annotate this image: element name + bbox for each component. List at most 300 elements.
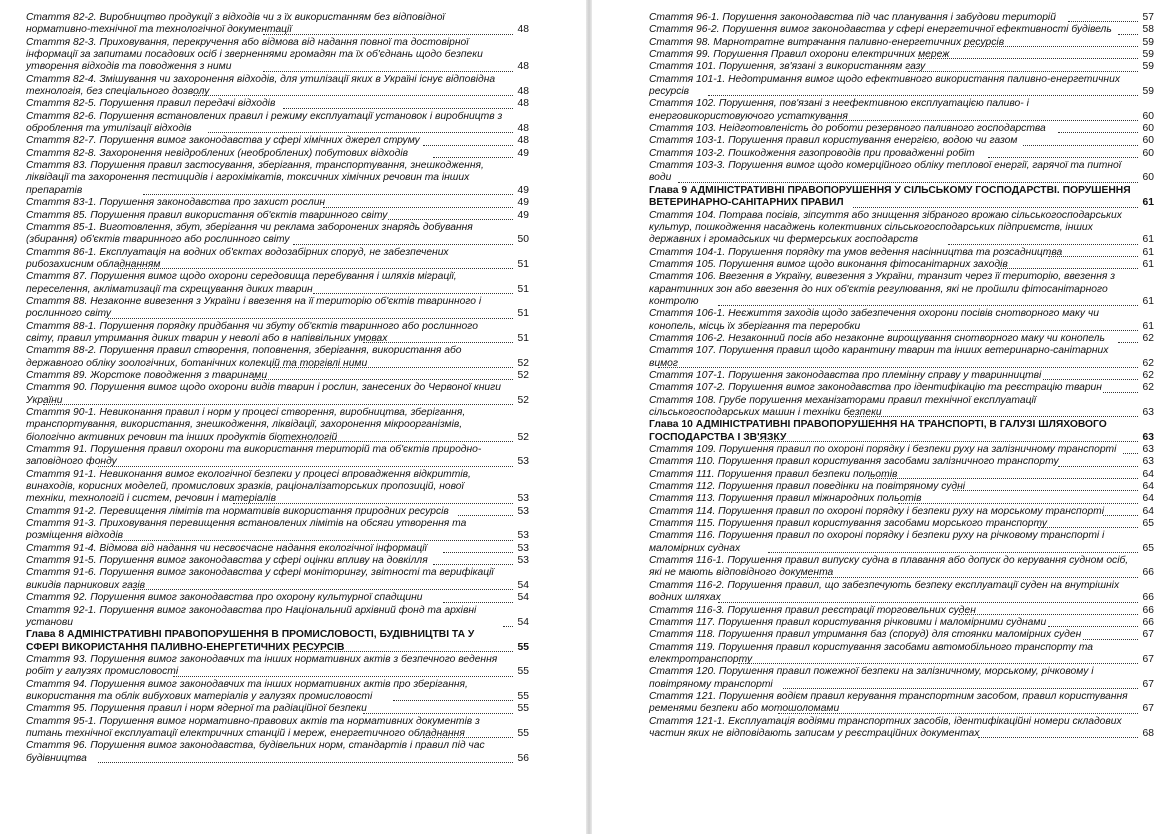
chapter-page-number: 55	[517, 641, 529, 653]
toc-entry[interactable]	[649, 135, 1154, 147]
dot-leader	[953, 490, 1138, 491]
toc-entry-title: Стаття 104-1. Порушення порядку та умов ведення насінництва та розсадництва	[649, 246, 1063, 258]
toc-entry-page-number: 61	[1142, 320, 1154, 332]
toc-entry-page-number: 55	[517, 666, 529, 678]
toc-entry[interactable]	[26, 222, 529, 247]
dot-leader	[363, 342, 513, 343]
toc-entry[interactable]	[26, 716, 529, 741]
toc-entry[interactable]	[649, 49, 1154, 61]
chapter-page-number: 61	[1142, 197, 1154, 209]
toc-entry[interactable]	[649, 716, 1154, 741]
dot-leader	[263, 34, 513, 35]
toc-entry-page-number: 53	[517, 530, 529, 542]
toc-entry-title: Стаття 99. Порушення Правил охорони електричних мереж	[649, 49, 950, 61]
toc-entry-title: Стаття 121. Порушення водієм правил керування транспортним засобом, правил користування ременями безпеки або мотошоломами	[649, 690, 1128, 715]
toc-entry[interactable]	[649, 469, 1154, 481]
toc-entry-title: Стаття 96. Порушення вимог законодавства, будівельних норм, стандартів і правил під час будівництва	[26, 740, 485, 764]
toc-entry-page-number: 64	[1142, 481, 1154, 493]
toc-entry-title: Стаття 85. Порушення правил використання об'єктів тваринного світу	[26, 209, 388, 221]
toc-entry[interactable]	[649, 691, 1154, 716]
toc-entry-page-number: 62	[1142, 332, 1154, 344]
dot-leader	[1118, 342, 1138, 343]
dot-leader	[758, 441, 1138, 442]
chapter-label: Глава 8	[26, 629, 65, 641]
dot-leader	[1068, 21, 1138, 22]
dot-leader	[1058, 132, 1138, 133]
dot-leader	[948, 244, 1138, 245]
toc-entry-title: Стаття 83. Порушення правил застосування, зберігання, транспортування, знешкодження, ліквідації та захоронення пестицидів і агрохімікатів, токсичних хімічних речовин та інших препаратів	[26, 160, 484, 196]
toc-entry[interactable]	[26, 74, 529, 99]
toc-entry-title: Стаття 116. Порушення правил по охороні порядку і безпеки руху на річковому транспорті і маломірних суднах	[649, 530, 1105, 554]
toc-entry-page-number: 62	[1142, 382, 1154, 394]
toc-entry-page-number: 56	[517, 752, 529, 764]
toc-entry-page-number: 48	[517, 86, 529, 98]
chapter-page-number: 63	[1142, 431, 1154, 443]
toc-entry[interactable]	[649, 12, 1154, 24]
dot-leader	[1038, 527, 1138, 528]
toc-entry-page-number: 68	[1142, 727, 1154, 739]
toc-entry[interactable]	[649, 580, 1154, 605]
toc-entry-title: Стаття 83-1. Порушення законодавства про захист рослин	[26, 197, 326, 209]
toc-entry-title: Стаття 106-1. Неєжиття заходів щодо забезпечення охорони посівів снотворного маку чи конопель, місць їх зберігання та переробки	[649, 308, 1099, 332]
toc-entry-page-number: 52	[517, 357, 529, 369]
dot-leader	[283, 108, 513, 109]
toc-entry-title: Стаття 82-3. Приховування, перекручення або відмова від надання повної та достовірної інформації за запитами посадових осіб і зверненнями громадян та їх об'єднань щодо безпеки утворення відходів та поводження з ними	[26, 36, 483, 73]
toc-entry[interactable]	[26, 407, 529, 444]
toc-entry-page-number: 54	[517, 616, 529, 628]
dot-leader	[98, 762, 513, 763]
toc-entry-page-number: 53	[517, 456, 529, 468]
toc-entry-title: Стаття 82-6. Порушення встановлених правил і режиму експлуатації установок і виробництв з оброблення та утилізації відходів	[26, 110, 503, 135]
toc-entry[interactable]	[26, 148, 529, 160]
toc-entry-title: Стаття 92. Порушення вимог законодавства про охорону культурної спадщини	[26, 592, 423, 604]
toc-entry-title: Стаття 103-2. Пошкодження газопроводів при провадженні робіт	[649, 147, 975, 159]
dot-leader	[443, 552, 513, 553]
page-gutter	[586, 0, 592, 834]
dot-leader	[363, 713, 513, 714]
toc-entry-page-number: 54	[517, 579, 529, 591]
dot-leader	[388, 219, 513, 220]
toc-entry-title: Стаття 102. Порушення, пов'язані з неефективною експлуатацією паливо- і енерговикористовуючого устаткування	[649, 98, 1029, 122]
toc-entry-title: Стаття 93. Порушення вимог законодавчих та інших нормативних актів з безпечного ведення робіт у галузях промисловості	[26, 653, 498, 678]
toc-entry-page-number: 49	[517, 184, 529, 196]
dot-leader	[423, 737, 513, 738]
dot-leader	[503, 626, 513, 627]
toc-entry-title: Стаття 120. Порушення правил пожежної безпеки на залізничному, морському, річковому і повітряному транспорті	[649, 666, 1094, 690]
toc-entry-title: Стаття 90. Порушення вимог щодо охорони видів тварин і рослин, занесених до Червоної книги України	[26, 382, 501, 406]
toc-entry-page-number: 61	[1142, 258, 1154, 270]
dot-leader	[393, 700, 513, 701]
toc-entry-title: Стаття 106-2. Незаконний посів або незаконне вирощування снотворного маку чи конопель	[649, 332, 1105, 344]
toc-entry-title: Стаття 91-2. Перевищення лімітів та нормативів використання природних ресурсів	[26, 505, 449, 517]
toc-entry-page-number: 65	[1142, 542, 1154, 554]
dot-leader	[1048, 626, 1138, 627]
toc-entry[interactable]	[649, 160, 1154, 185]
toc-entry[interactable]	[26, 654, 529, 679]
toc-entry-page-number: 60	[1142, 123, 1154, 135]
toc-entry[interactable]	[649, 370, 1154, 382]
dot-leader	[133, 589, 513, 590]
toc-entry-page-number: 60	[1142, 110, 1154, 122]
toc-entry[interactable]	[649, 395, 1154, 420]
toc-entry-page-number: 66	[1142, 567, 1154, 579]
toc-entry[interactable]	[26, 197, 529, 209]
toc-entry[interactable]	[649, 444, 1154, 456]
dot-leader	[43, 404, 513, 405]
toc-entry[interactable]	[649, 333, 1154, 345]
toc-entry[interactable]	[26, 370, 529, 382]
dot-leader	[233, 503, 513, 504]
toc-entry-page-number: 66	[1142, 616, 1154, 628]
toc-entry[interactable]	[26, 740, 529, 765]
toc-entry-page-number: 59	[1142, 49, 1154, 61]
toc-entry-page-number: 60	[1142, 135, 1154, 147]
toc-entry-title: Стаття 87. Порушення вимог щодо охорони середовища перебування і шляхів міграції, переселення, акліматизації та схрещування диких тварин	[26, 271, 457, 295]
toc-entry-page-number: 61	[1142, 295, 1154, 307]
chapter-label: Глава 10	[649, 419, 693, 431]
toc-entry[interactable]	[649, 530, 1154, 555]
toc-entry-page-number: 64	[1142, 505, 1154, 517]
toc-entry[interactable]	[649, 617, 1154, 629]
toc-entry-title: Стаття 113. Порушення правил міжнародних польотів	[649, 493, 922, 505]
toc-entry[interactable]	[649, 518, 1154, 530]
toc-entry-title: Стаття 91-5. Порушення вимог законодавства у сфері оцінки впливу на довкілля	[26, 555, 428, 567]
toc-entry-page-number: 67	[1142, 678, 1154, 690]
toc-entry[interactable]	[649, 24, 1154, 36]
toc-entry-page-number: 63	[1142, 407, 1154, 418]
toc-entry-title: Стаття 89. Жорстоке поводження з тваринами	[26, 369, 268, 381]
toc-entry-title: Стаття 109. Порушення правил по охороні порядку і безпеки руху на залізничному транспорті	[649, 444, 1117, 456]
toc-entry-page-number: 48	[517, 135, 529, 147]
toc-entry[interactable]	[649, 382, 1154, 394]
toc-entry-page-number: 58	[1142, 24, 1154, 36]
toc-entry-title: Стаття 91-6. Порушення вимог законодавства у сфері моніторингу, звітності та верифікації викидів парникових газів	[26, 567, 494, 591]
toc-entry[interactable]	[26, 592, 529, 604]
toc-entry-title: Стаття 104. Потрава посівів, зіпсуття або знищення зібраного врожаю сільськогосподарських культур, пошкодження насаджень колективних сільськогосподарських підприємств, інших державних і громадських чи фермерських господарств	[649, 209, 1122, 246]
toc-entry-title: Стаття 107-1. Порушення законодавства про племінну справу у тваринництві	[649, 369, 1042, 381]
toc-entry-page-number: 53	[517, 505, 529, 517]
toc-entry-page-number: 64	[1142, 493, 1154, 505]
dot-leader	[798, 577, 1138, 578]
dot-leader	[293, 244, 513, 245]
dot-leader	[173, 676, 513, 677]
toc-entry[interactable]	[649, 61, 1154, 73]
dot-leader	[1103, 392, 1138, 393]
toc-entry-title: Стаття 98. Марнотратне витрачання паливно-енергетичних ресурсів	[649, 36, 1005, 48]
dot-leader	[718, 305, 1138, 306]
toc-entry-page-number: 51	[517, 308, 529, 320]
toc-entry-title: Стаття 119. Порушення правил користування засобами автомобільного транспорту та електротранспорту	[649, 641, 1094, 665]
toc-entry-page-number: 60	[1142, 147, 1154, 159]
toc-entry-title: Стаття 88. Незаконне вивезення з України і ввезення на її територію об'єктів тваринного і рослинного світу	[26, 295, 482, 320]
dot-leader	[323, 207, 513, 208]
toc-entry[interactable]	[26, 111, 529, 136]
dot-leader	[868, 478, 1138, 479]
dot-leader	[1103, 515, 1138, 516]
toc-entry-title: Стаття 82-5. Порушення правил передачі відходів	[26, 98, 276, 110]
toc-entry[interactable]	[26, 382, 529, 407]
toc-entry-title: Стаття 105. Порушення вимог щодо виконання фітосанітарних заходів	[649, 258, 1008, 270]
toc-entry-title: Стаття 107. Порушення правил щодо карантину тварин та інших ветеринарно-санітарних вимог	[649, 345, 1109, 369]
dot-leader	[118, 268, 513, 269]
toc-entry-title: Стаття 88-1. Порушення порядку придбання чи збуту об'єктів тваринного або рослинного світу, правил утримання диких тварин у неволі або в напіввільних умовах	[26, 320, 478, 344]
toc-entry-page-number: 53	[517, 493, 529, 505]
toc-entry-page-number: 59	[1142, 86, 1154, 98]
toc-entry[interactable]	[26, 210, 529, 222]
toc-entry-title: Стаття 103. Неідготовленість до роботи резервного паливного господарства	[649, 123, 1046, 135]
toc-entry-title: Стаття 108. Грубе порушення механізаторами правил технічної експлуатації сільськогосподарських машин і техніки безпеки	[649, 394, 1037, 418]
toc-entry[interactable]	[649, 123, 1154, 135]
toc-entry-title: Стаття 96-2. Порушення вимог законодавства у сфері енергетичної ефективності будівель	[649, 24, 1112, 36]
toc-entry-page-number: 65	[1142, 518, 1154, 530]
toc-entry-page-number: 49	[517, 197, 529, 209]
toc-entry[interactable]	[649, 210, 1154, 247]
toc-entry-title: Стаття 101. Порушення, зв'язані з використанням газу	[649, 61, 926, 73]
toc-entry-title: Стаття 118. Порушення правил утримання баз (споруд) для стоянки маломірних суден	[649, 629, 1082, 641]
toc-entry-title: Стаття 103-1. Порушення правил користування енергією, водою чи газом	[649, 135, 1018, 147]
toc-entry-title: Стаття 82-4. Змішування чи захоронення відходів, для утилізації яких в Україні існує відповідна технологія, без спеціального дозволу	[26, 73, 496, 98]
toc-entry[interactable]	[26, 321, 529, 346]
dot-leader	[1023, 145, 1138, 146]
dot-leader	[1043, 379, 1138, 380]
toc-entry-page-number: 52	[517, 394, 529, 406]
toc-entry[interactable]	[649, 605, 1154, 617]
toc-entry[interactable]	[649, 666, 1154, 691]
dot-leader	[778, 713, 1138, 714]
toc-entry[interactable]	[649, 481, 1154, 493]
toc-entry-page-number: 51	[517, 258, 529, 270]
dot-leader	[988, 157, 1138, 158]
dot-leader	[918, 58, 1138, 59]
toc-entry[interactable]	[26, 98, 529, 110]
toc-entry-title: Стаття 96-1. Порушення законодавства під час планування і забудови територій	[649, 12, 1056, 23]
dot-leader	[293, 651, 513, 652]
dot-leader	[143, 194, 513, 195]
toc-entry-page-number: 61	[1142, 246, 1154, 258]
toc-entry-title: Стаття 121-1. Експлуатація водіями транспортних засобів, ідентифікаційні номери складових частин яких не відповідають записам у реєстраційних документах	[649, 715, 1122, 739]
dot-leader	[433, 564, 513, 565]
dot-leader	[708, 95, 1138, 96]
toc-entry-title: Стаття 106. Ввезення в Україну, вивезення з України, транзит через її територію, ввезення з карантинних зон або ввезення до них об'єктів регулювання, які не пройшли фітосанітарного контролю	[649, 271, 1116, 307]
dot-leader	[108, 318, 513, 319]
toc-page-right	[649, 12, 1154, 740]
toc-entry-page-number: 55	[517, 727, 529, 739]
toc-entry-title: Стаття 92-1. Порушення вимог законодавства про Національний архівний фонд та архівні установи	[26, 604, 477, 628]
dot-leader	[263, 71, 513, 72]
toc-entry-page-number: 48	[517, 24, 529, 36]
toc-entry[interactable]	[26, 12, 529, 37]
toc-entry-page-number: 63	[1142, 456, 1154, 468]
toc-entry-page-number: 52	[517, 369, 529, 381]
toc-entry-page-number: 57	[1142, 12, 1154, 23]
dot-leader	[313, 293, 513, 294]
dot-leader	[848, 416, 1138, 417]
dot-leader	[828, 120, 1138, 121]
toc-entry-title: Стаття 90-1. Невиконання правил і норм у процесі створення, виробництва, зберігання, транспортування, використання, знешкодження, ліквідації, захоронення мікроорганізмів, біологічно активних речовин та інших продуктів біотехнологій	[26, 407, 466, 443]
toc-entry[interactable]	[649, 308, 1154, 333]
toc-entry-page-number: 49	[517, 209, 529, 221]
toc-entry[interactable]	[649, 456, 1154, 468]
toc-chapter[interactable]	[26, 629, 529, 654]
toc-entry-title: Стаття 111. Порушення правил безпеки польотів	[649, 468, 898, 480]
dot-leader	[1048, 256, 1138, 257]
toc-entry-title: Стаття 116-1. Порушення правил випуску судна в плавання або допуск до керування судном осіб, які не мають відповідного документа	[649, 555, 1129, 579]
dot-leader	[718, 602, 1138, 603]
dot-leader	[273, 367, 513, 368]
toc-entry[interactable]	[26, 135, 529, 147]
dot-leader	[888, 330, 1138, 331]
toc-entry-title: Стаття 91-3. Приховування перевищення встановлених лімітів на обсяги утворення та розміщення відходів	[26, 518, 467, 542]
toc-entry-title: Стаття 107-2. Порушення вимог законодавства про ідентифікацію та реєстрацію тварин	[649, 382, 1102, 394]
dot-leader	[738, 663, 1138, 664]
dot-leader	[658, 367, 1138, 368]
toc-entry-title: Стаття 95-1. Порушення вимог нормативно-правових актів та нормативних документів з питань технічної експлуатації електричних станцій і мереж, енергетичного обладнання	[26, 715, 480, 739]
toc-entry-page-number: 59	[1142, 61, 1154, 73]
toc-entry[interactable]	[26, 469, 529, 506]
toc-entry-page-number: 55	[517, 690, 529, 702]
dot-leader	[958, 614, 1138, 615]
toc-entry-title: Стаття 88-2. Порушення правил створення, поповнення, зберігання, використання або державного обліку зоологічних, ботанічних колекцій та торгівлі ними	[26, 345, 462, 369]
dot-leader	[113, 540, 513, 541]
toc-entry-title: Стаття 110. Порушення правил користування засобами залізничного транспорту	[649, 456, 1059, 468]
dot-leader	[458, 515, 513, 516]
chapter-title: АДМІНІСТРАТИВНІ ПРАВОПОРУШЕННЯ НА ТРАНСПОРТІ, В ГАЛУЗІ ШЛЯХОВОГО ГОСПОДАРСТВА І ЗВ'ЯЗКУ	[649, 419, 1107, 443]
toc-entry-page-number: 52	[517, 431, 529, 443]
toc-entry[interactable]	[26, 555, 529, 567]
dot-leader	[433, 157, 513, 158]
toc-entry-title: Стаття 91-4. Відмова від надання чи несвоєчасне надання екологічної інформації	[26, 542, 427, 554]
toc-entry-page-number: 60	[1142, 172, 1154, 184]
toc-entry-page-number: 64	[1142, 468, 1154, 480]
toc-entry-page-number: 51	[517, 332, 529, 344]
toc-entry[interactable]	[649, 259, 1154, 271]
toc-entry-page-number: 48	[517, 61, 529, 73]
toc-entry[interactable]	[649, 74, 1154, 99]
toc-entry-title: Стаття 115. Порушення правил користування засобами морського транспорту	[649, 518, 1047, 530]
toc-entry-page-number: 48	[517, 98, 529, 110]
toc-entry[interactable]	[26, 518, 529, 543]
toc-entry-title: Стаття 95. Порушення правил і норм ядерної та радіаційної безпеки	[26, 703, 367, 715]
dot-leader	[998, 268, 1138, 269]
toc-entry[interactable]	[649, 37, 1154, 49]
toc-entry-title: Стаття 82-8. Захоронення невідроблених (необроблених) побутових відходів	[26, 147, 408, 159]
toc-entry-title: Стаття 114. Порушення правил по охороні порядку і безпеки руху на морському транспорті	[649, 505, 1105, 517]
chapter-label: Глава 9	[649, 184, 688, 196]
dot-leader	[1058, 466, 1138, 467]
dot-leader	[98, 466, 513, 467]
toc-entry[interactable]	[649, 148, 1154, 160]
dot-leader	[208, 132, 513, 133]
chapter-title: АДМІНІСТРАТИВНІ ПРАВОПОРУШЕННЯ У СІЛЬСЬКОМУ ГОСПОДАРСТВІ. ПОРУШЕННЯ ВЕТЕРИНАРНО-САНІТАРНИХ ПРАВИЛ	[649, 184, 1131, 209]
toc-entry-title: Стаття 117. Порушення правил користування річковими і маломірними суднами	[649, 616, 1047, 628]
dot-leader	[1123, 453, 1138, 454]
toc-entry[interactable]	[26, 444, 529, 469]
dot-leader	[253, 379, 513, 380]
toc-entry-page-number: 63	[1142, 444, 1154, 456]
toc-entry[interactable]	[26, 679, 529, 704]
dot-leader	[783, 688, 1138, 689]
toc-entry-page-number: 62	[1142, 357, 1154, 369]
toc-entry-title: Стаття 94. Порушення вимог законодавчих та інших нормативних актів про зберігання, використання та облік вибухових матеріалів у галузях промисловості	[26, 678, 468, 702]
toc-entry-title: Стаття 82-7. Порушення вимог законодавства у сфері хімічних джерел струму	[26, 135, 420, 147]
toc-entry-page-number: 49	[517, 147, 529, 159]
toc-entry-page-number: 55	[517, 703, 529, 715]
toc-entry[interactable]	[26, 605, 529, 630]
toc-entry-title: Стаття 101-1. Недотримання вимог щодо ефективного використання паливно-енергетичних ресурсів	[649, 73, 1120, 98]
toc-entry[interactable]	[26, 703, 529, 715]
toc-entry[interactable]	[26, 247, 529, 272]
toc-entry-page-number: 50	[517, 234, 529, 246]
toc-entry[interactable]	[26, 567, 529, 592]
toc-entry-title: Стаття 103-3. Порушення вимог щодо комерційного обліку теплової енергії, гарячої та питної води	[649, 160, 1122, 184]
toc-entry-title: Стаття 91. Порушення правил охорони та використання територій та об'єктів природно-заповідного фонду	[26, 444, 482, 468]
toc-entry[interactable]	[649, 506, 1154, 518]
toc-entry-page-number: 67	[1142, 629, 1154, 641]
toc-entry-page-number: 66	[1142, 592, 1154, 604]
toc-entry[interactable]	[649, 629, 1154, 641]
toc-entry[interactable]	[649, 555, 1154, 580]
toc-entry-title: Стаття 112. Порушення правил поведінки на повітряному судні	[649, 481, 966, 493]
toc-entry[interactable]	[26, 296, 529, 321]
toc-entry-title: Стаття 82-2. Виробництво продукції з відходів чи з їх використанням без відповідної нормативно-технічної та технологічної документації	[26, 12, 445, 36]
dot-leader	[443, 602, 513, 603]
chapter-title: АДМІНІСТРАТИВНІ ПРАВОПОРУШЕННЯ В ПРОМИСЛОВОСТІ, БУДІВНИЦТВІ ТА У СФЕРІ ВИКОРИСТАННЯ ПАЛИВНО-ЕНЕРГЕТИЧНИХ РЕСУРСІВ	[26, 629, 475, 653]
dot-leader	[1083, 639, 1138, 640]
toc-chapter[interactable]	[649, 419, 1154, 444]
toc-entry[interactable]	[649, 271, 1154, 308]
toc-entry-title: Стаття 116-2. Порушення правил, що забезпечують безпеку експлуатації суден на внутрішніх водних шляхах	[649, 579, 1120, 604]
toc-entry-page-number: 62	[1142, 369, 1154, 381]
dot-leader	[908, 71, 1138, 72]
toc-entry-title: Стаття 116-3. Порушення правил реєстрації торговельних суден	[649, 604, 976, 616]
dot-leader	[678, 182, 1138, 183]
dot-leader	[898, 503, 1138, 504]
toc-entry-title: Стаття 85-1. Виготовлення, збут, зберігання чи реклама заборонених знарядь добування (збирання) об'єктів тваринного або рослинного світу	[26, 221, 473, 246]
toc-entry[interactable]	[26, 37, 529, 74]
toc-entry[interactable]	[26, 345, 529, 370]
dot-leader	[423, 145, 513, 146]
toc-entry-page-number: 48	[517, 123, 529, 135]
toc-entry-page-number: 61	[1142, 234, 1154, 246]
toc-entry-page-number: 53	[517, 555, 529, 567]
toc-entry[interactable]	[649, 642, 1154, 667]
toc-entry[interactable]	[26, 543, 529, 555]
toc-entry-title: Стаття 91-1. Невиконання вимог екологічної безпеки у процесі впровадження відкриттів, винаходів, корисних моделей, промислових зразків, раціоналізаторських пропозицій, нової техніки, технологій і систем, речовин і матеріалів	[26, 468, 471, 505]
toc-entry-page-number: 53	[517, 542, 529, 554]
dot-leader	[978, 737, 1138, 738]
toc-entry[interactable]	[649, 247, 1154, 259]
toc-entry[interactable]	[649, 98, 1154, 123]
toc-entry[interactable]	[649, 493, 1154, 505]
dot-leader	[768, 552, 1138, 553]
dot-leader	[853, 207, 1138, 208]
dot-leader	[193, 95, 513, 96]
toc-entry[interactable]	[649, 345, 1154, 370]
toc-entry[interactable]	[26, 506, 529, 518]
dot-leader	[963, 46, 1138, 47]
toc-entry-title: Стаття 86-1. Експлуатація на водних об'єктах водозабірних споруд, не забезпечених рибозахисним обладнанням	[26, 246, 449, 270]
toc-page-left	[26, 12, 529, 765]
toc-chapter[interactable]	[649, 185, 1154, 210]
toc-entry[interactable]	[26, 271, 529, 296]
toc-entry-page-number: 67	[1142, 703, 1154, 715]
dot-leader	[278, 441, 513, 442]
toc-entry[interactable]	[26, 160, 529, 197]
toc-entry-page-number: 54	[517, 592, 529, 604]
toc-entry-page-number: 59	[1142, 36, 1154, 48]
dot-leader	[1118, 34, 1138, 35]
toc-entry-page-number: 51	[517, 283, 529, 295]
